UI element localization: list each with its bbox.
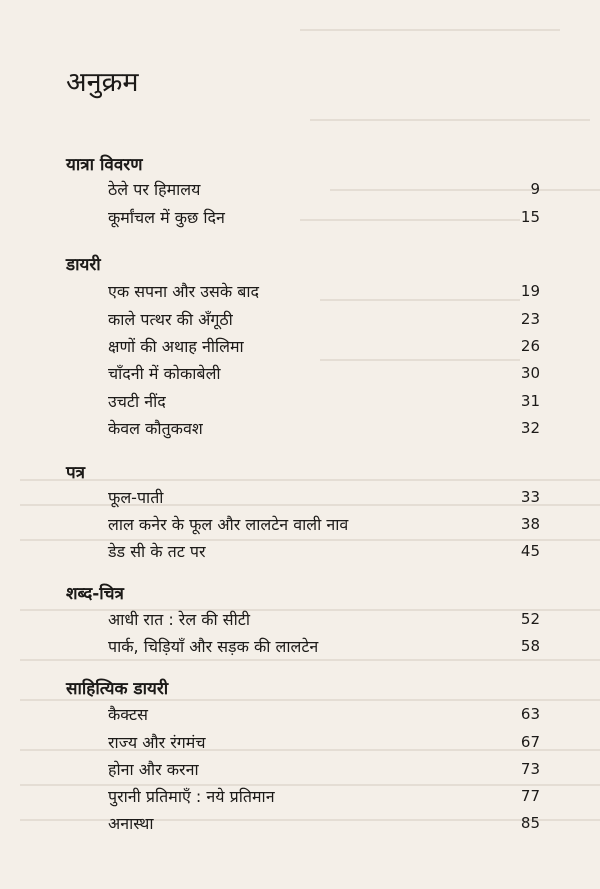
section-heading: यात्रा विवरण xyxy=(66,155,143,175)
entry-title: पार्क, चिड़ियाँ और सड़क की लालटेन xyxy=(108,637,319,656)
page-title: अनुक्रम xyxy=(66,67,139,98)
entry-page: 58 xyxy=(520,637,540,655)
entry-title: एक सपना और उसके बाद xyxy=(108,282,259,301)
entry-page: 26 xyxy=(520,337,540,355)
toc-entry[interactable] xyxy=(108,783,540,809)
entry-page: 33 xyxy=(520,488,540,506)
entry-page: 73 xyxy=(520,760,540,778)
toc-entry[interactable] xyxy=(108,360,540,386)
entry-page: 63 xyxy=(520,705,540,723)
section-heading: साहित्यिक डायरी xyxy=(66,679,169,699)
entry-title: पुरानी प्रतिमाएँ : नये प्रतिमान xyxy=(108,787,275,806)
entry-title: राज्य और रंगमंच xyxy=(108,733,206,752)
entry-page: 15 xyxy=(520,208,540,226)
toc-entry[interactable] xyxy=(108,606,540,632)
toc-entry[interactable] xyxy=(108,484,540,510)
entry-title: कैक्टस xyxy=(108,705,148,724)
section-heading: पत्र xyxy=(66,463,86,483)
toc-entry[interactable] xyxy=(108,511,540,537)
entry-page: 9 xyxy=(530,180,540,198)
toc-entry[interactable] xyxy=(108,729,540,755)
toc-entry[interactable] xyxy=(108,415,540,441)
entry-page: 38 xyxy=(520,515,540,533)
entry-page: 32 xyxy=(520,419,540,437)
entry-title: डेड सी के तट पर xyxy=(108,542,206,561)
entry-title: होना और करना xyxy=(108,760,199,779)
toc-entry[interactable] xyxy=(108,810,540,836)
toc-entry[interactable] xyxy=(108,306,540,332)
entry-page: 85 xyxy=(520,814,540,832)
entry-title: अनास्था xyxy=(108,814,154,833)
entry-title: आधी रात : रेल की सीटी xyxy=(108,610,250,629)
entry-page: 52 xyxy=(520,610,540,628)
entry-title: फूल-पाती xyxy=(108,488,164,507)
entry-page: 19 xyxy=(520,282,540,300)
entry-page: 67 xyxy=(520,733,540,751)
toc-entry[interactable] xyxy=(108,388,540,414)
entry-page: 45 xyxy=(520,542,540,560)
entry-title: उचटी नींद xyxy=(108,392,166,411)
section-heading: डायरी xyxy=(66,255,101,275)
entry-title: ठेले पर हिमालय xyxy=(108,180,201,199)
entry-page: 77 xyxy=(520,787,540,805)
section-heading: शब्द-चित्र xyxy=(66,584,124,604)
toc-entry[interactable] xyxy=(108,633,540,659)
entry-title: लाल कनेर के फूल और लालटेन वाली नाव xyxy=(108,515,349,534)
entry-title: केवल कौतुकवश xyxy=(108,419,203,438)
toc-entry[interactable] xyxy=(108,333,540,359)
entry-title: चाँदनी में कोकाबेली xyxy=(108,364,221,383)
entry-page: 23 xyxy=(520,310,540,328)
toc-entry[interactable] xyxy=(108,756,540,782)
toc-entry[interactable] xyxy=(108,538,540,564)
toc-entry[interactable] xyxy=(108,701,540,727)
entry-page: 30 xyxy=(520,364,540,382)
toc-entry[interactable] xyxy=(108,278,540,304)
toc-entry[interactable] xyxy=(108,176,540,202)
entry-title: काले पत्थर की अँगूठी xyxy=(108,310,233,329)
entry-title: क्षणों की अथाह नीलिमा xyxy=(108,337,244,356)
entry-title: कूर्मांचल में कुछ दिन xyxy=(108,208,225,227)
entry-page: 31 xyxy=(520,392,540,410)
toc-entry[interactable] xyxy=(108,204,540,230)
